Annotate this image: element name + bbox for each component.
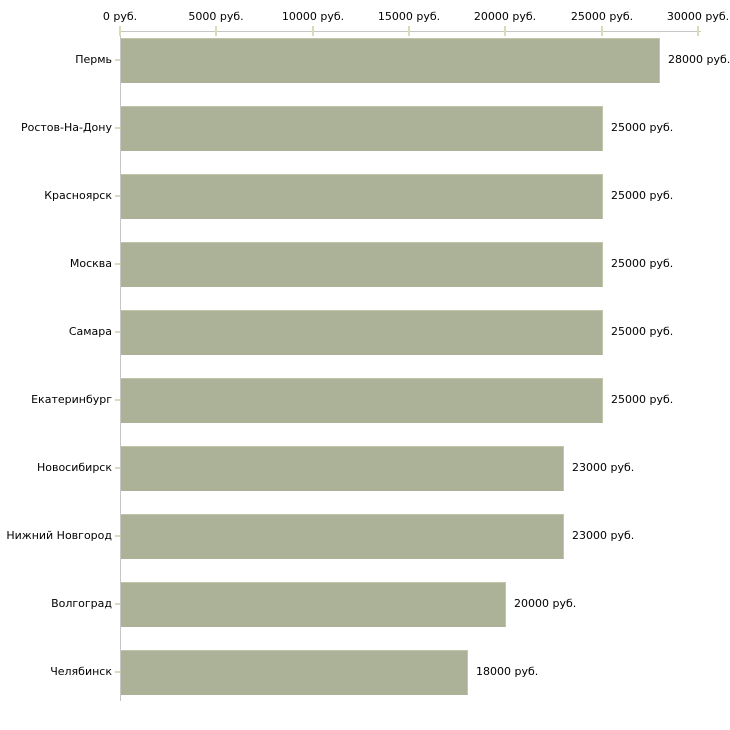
category-label: Екатеринбург	[31, 393, 112, 406]
x-axis-tick	[601, 26, 603, 36]
bar	[121, 174, 603, 219]
category-tick	[115, 331, 120, 333]
bar	[121, 310, 603, 355]
category-label: Нижний Новгород	[6, 529, 112, 542]
bar	[121, 514, 564, 559]
value-label: 25000 руб.	[611, 325, 674, 338]
bar	[121, 650, 468, 695]
x-axis-tick-label: 30000 руб.	[666, 10, 730, 23]
category-label: Самара	[68, 325, 112, 338]
category-label: Красноярск	[44, 189, 112, 202]
value-label: 23000 руб.	[572, 529, 635, 542]
value-label: 25000 руб.	[611, 121, 674, 134]
category-tick	[115, 399, 120, 401]
x-axis-tick-label: 15000 руб.	[377, 10, 441, 23]
x-axis-tick	[504, 26, 506, 36]
x-axis-tick	[119, 26, 121, 36]
bar	[121, 378, 603, 423]
category-label: Пермь	[75, 53, 112, 66]
category-tick	[115, 535, 120, 537]
x-axis-line	[120, 31, 701, 32]
bar	[121, 38, 660, 83]
value-label: 25000 руб.	[611, 189, 674, 202]
category-tick	[115, 603, 120, 605]
category-label: Москва	[69, 257, 112, 270]
bar	[121, 446, 564, 491]
value-label: 25000 руб.	[611, 257, 674, 270]
category-tick	[115, 59, 120, 61]
x-axis-tick-label: 5000 руб.	[188, 10, 244, 23]
category-tick	[115, 671, 120, 673]
value-label: 20000 руб.	[514, 597, 577, 610]
value-label: 18000 руб.	[476, 665, 539, 678]
x-axis-tick	[408, 26, 410, 36]
x-axis-tick	[697, 26, 699, 36]
value-label: 23000 руб.	[572, 461, 635, 474]
x-axis-tick	[312, 26, 314, 36]
category-label: Челябинск	[50, 665, 112, 678]
x-axis-tick-label: 25000 руб.	[570, 10, 634, 23]
value-label: 25000 руб.	[611, 393, 674, 406]
bar	[121, 242, 603, 287]
category-label: Ростов-На-Дону	[20, 121, 112, 134]
category-label: Волгоград	[51, 597, 112, 610]
x-axis-tick-label: 20000 руб.	[473, 10, 537, 23]
value-label: 28000 руб.	[668, 53, 730, 66]
bar	[121, 106, 603, 151]
category-tick	[115, 263, 120, 265]
x-axis-tick-label: 0 руб.	[102, 10, 138, 23]
category-tick	[115, 467, 120, 469]
category-label: Новосибирск	[36, 461, 112, 474]
bar	[121, 582, 506, 627]
x-axis-tick-label: 10000 руб.	[281, 10, 345, 23]
category-tick	[115, 127, 120, 129]
category-tick	[115, 195, 120, 197]
x-axis-tick	[215, 26, 217, 36]
